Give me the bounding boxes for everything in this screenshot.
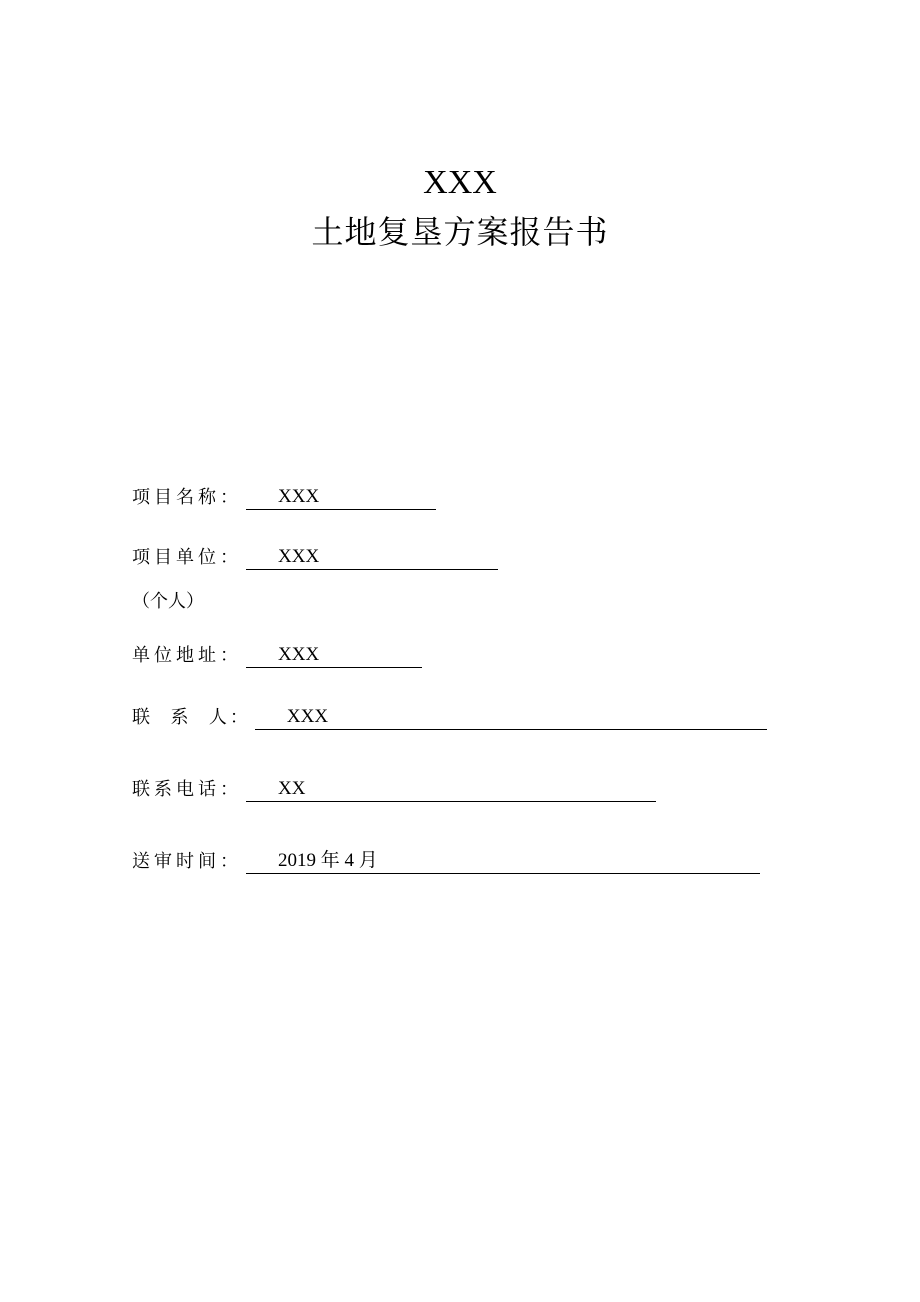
field-label: 送审时间：: [132, 851, 242, 872]
field-value-line: [246, 643, 422, 668]
field-project-unit: [132, 542, 498, 570]
field-contact-person: [132, 702, 767, 730]
field-label: 联 系 人：: [132, 707, 251, 728]
field-label: 项目单位：: [132, 547, 242, 568]
field-label: 项目名称：: [132, 487, 242, 508]
field-submission-date: [132, 846, 760, 874]
field-label: 联系电话：: [132, 779, 242, 800]
document-title: 土地复垦方案报告书: [311, 213, 609, 251]
field-contact-phone: [132, 774, 656, 802]
document-title-project: XXX: [423, 164, 497, 201]
field-value-line: [255, 705, 767, 730]
field-label: 单位地址：: [132, 645, 242, 666]
field-value: XXX: [278, 546, 320, 567]
field-unit-address: [132, 640, 422, 668]
field-value: XX: [278, 778, 306, 799]
field-value-line: [246, 545, 498, 570]
field-value: 2019 年 4 月: [278, 850, 378, 871]
field-value: XXX: [278, 644, 320, 665]
field-note-individual: （个人）: [132, 591, 204, 612]
field-value-line: [246, 777, 656, 802]
field-value-line: [246, 849, 760, 874]
field-value: XXX: [286, 706, 329, 727]
field-project-name: [132, 482, 436, 510]
field-value: XXX: [278, 486, 320, 507]
field-value-line: [246, 485, 436, 510]
